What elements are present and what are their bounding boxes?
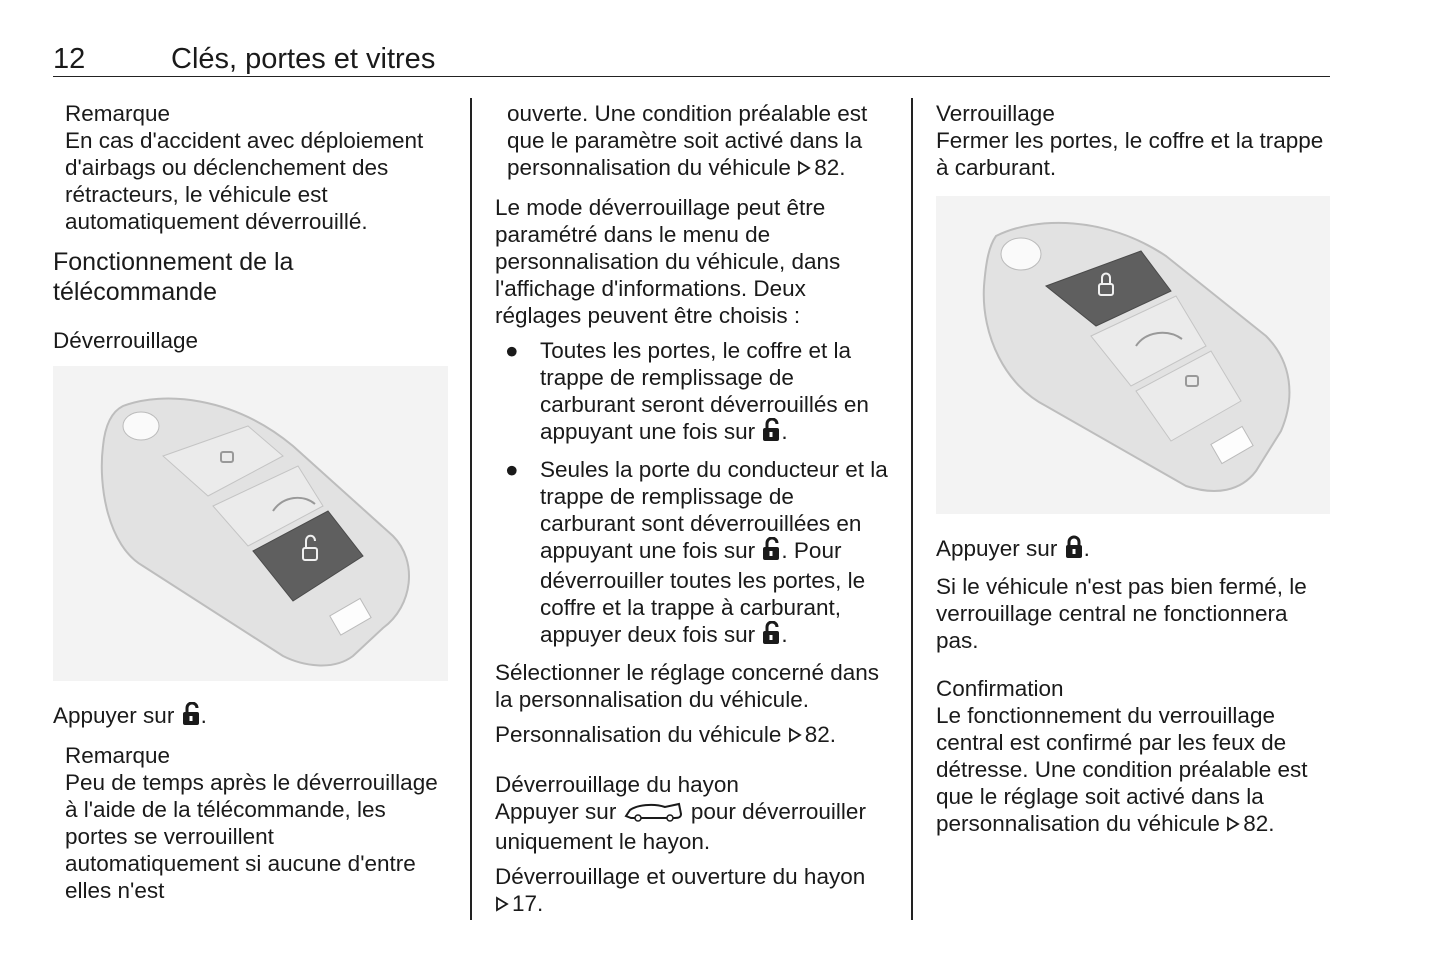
confirm-text: Le fonctionnement du verrouillage central est confirmé par les feux de détresse. Une condition préalable est que le réglage soit activé dans la personnalisation du véhicule (936, 703, 1308, 836)
options-list (495, 337, 895, 651)
unlock-icon (761, 621, 781, 651)
press-text: Appuyer sur (936, 536, 1058, 561)
list-item-text: Toutes les portes, le coffre et la trappe de remplissage de carburant seront déverrouillés en appuyant une fois sur (540, 338, 869, 444)
remark-label: Remarque (65, 743, 171, 768)
bullet-icon: ● (505, 457, 519, 482)
page-number: 12 (53, 43, 86, 75)
column-divider (470, 98, 472, 920)
unlock-icon (181, 702, 201, 732)
list-item-text: Seules la porte du conducteur et la trappe de remplissage de carburant sont déverrouillées en appuyant une fois sur (540, 457, 888, 563)
tailgate-text-after: pour déverrouiller uniquement le hayon. (495, 799, 866, 854)
page-title: Clés, portes et vitres (171, 43, 436, 75)
column-divider (911, 98, 913, 920)
tailgate-title: Déverrouillage du hayon (495, 772, 739, 797)
bullet-icon: ● (505, 338, 519, 363)
remark-box (53, 742, 453, 904)
cross-reference[interactable]: 17. (512, 891, 544, 916)
not-closed-paragraph: Si le véhicule n'est pas bien fermé, le verrouillage central ne fonctionnera pas. (936, 574, 1307, 653)
column-left (53, 100, 453, 904)
tailgate-icon (623, 800, 685, 828)
unlock-icon (761, 537, 781, 567)
remark-text: Peu de temps après le déverrouillage à l'aide de la télécommande, les portes se verrouillent automatiquement si aucune d'entre elles n'est (65, 770, 438, 903)
subsection-title: Déverrouillage (53, 328, 199, 353)
page-header (53, 40, 1330, 77)
confirm-title: Confirmation (936, 676, 1064, 701)
mode-paragraph: Le mode déverrouillage peut être paramétré dans le menu de personnalisation du véhicule, dans l'affichage d'informations. Deux réglages peuvent être choisis : (495, 195, 841, 328)
press-instruction: Appuyer sur . (936, 535, 1331, 565)
key-fob-illustration (53, 366, 448, 681)
remark-text: En cas d'accident avec déploiement d'airbags ou déclenchement des rétracteurs, le véhicule est automatiquement déverrouillé. (65, 128, 424, 234)
lock-title: Verrouillage (936, 101, 1055, 126)
cross-reference[interactable]: 82. (804, 722, 836, 747)
tailgate-open-paragraph (495, 863, 895, 918)
cross-reference[interactable]: 82. (814, 155, 846, 180)
personalisation-paragraph (495, 721, 895, 749)
lock-icon (1064, 535, 1084, 565)
tailgate-paragraph (495, 798, 895, 855)
cross-reference[interactable]: 82. (1243, 811, 1275, 836)
cross-reference-arrow-icon (788, 722, 802, 749)
key-fob-illustration (936, 196, 1330, 514)
personalisation-text: Personnalisation du véhicule (495, 722, 782, 747)
column-middle (495, 100, 895, 918)
press-instruction: Appuyer sur . (53, 702, 453, 732)
section-title: Fonctionnement de la télécommande (53, 248, 294, 306)
list-item (495, 456, 895, 651)
select-paragraph: Sélectionner le réglage concerné dans la personnalisation du véhicule. (495, 660, 880, 712)
press-text: Appuyer sur (53, 703, 175, 728)
unlock-icon (761, 418, 781, 448)
list-item-end: . (781, 622, 788, 647)
remark-box (53, 100, 453, 235)
lock-paragraph: Fermer les portes, le coffre et la trappe à carburant. (936, 128, 1324, 180)
key-unlock-figure (53, 366, 448, 681)
continuation-body: ouverte. Une condition préalable est que le paramètre soit activé dans la personnalisation du véhicule (507, 101, 868, 180)
cross-reference-arrow-icon (1226, 811, 1240, 838)
key-lock-figure (936, 196, 1330, 514)
continuation-text (495, 100, 895, 182)
list-item-end: . (781, 419, 788, 444)
list-item-text: . Pour déverrouiller toutes les portes, le coffre et la trappe à carburant, appuyer deux fois sur (540, 538, 866, 647)
list-item (495, 337, 895, 448)
confirm-paragraph (936, 702, 1331, 838)
tailgate-text: Appuyer sur (495, 799, 617, 824)
cross-reference-arrow-icon (495, 891, 509, 918)
remark-label: Remarque (65, 101, 171, 126)
cross-reference-arrow-icon (797, 155, 811, 182)
column-right (936, 100, 1331, 838)
tailgate-open-text: Déverrouillage et ouverture du hayon (495, 864, 866, 889)
